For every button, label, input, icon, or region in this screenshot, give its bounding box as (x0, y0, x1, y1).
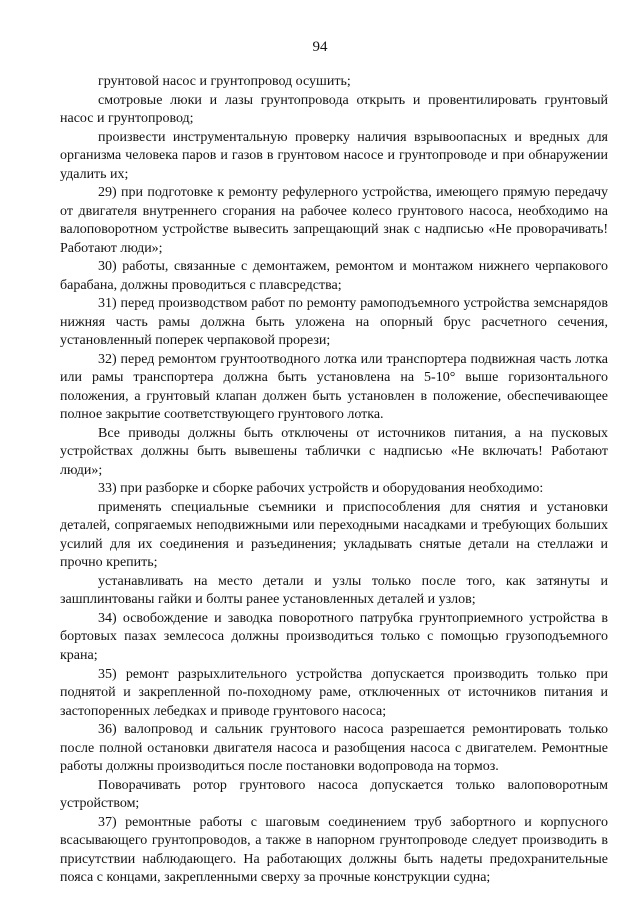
document-text (60, 73, 608, 888)
paragraph-6: 31) перед производством работ по ремонту рамоподъемного устройства земснарядов нижняя часть рамы должна быть уложена на опорный брус расчетного сечения, установленный поперек черпаковой прорези; (60, 296, 608, 349)
paragraph-14: 36) валопровод и сальник грунтового насоса разрешается ремонтировать только после полной остановки двигателя насоса и разобщения насоса с двигателем. Ремонтные работы должны производиться после постановки водопровода на тормоз. (60, 722, 608, 775)
paragraph-12: 34) освобождение и заводка поворотного патрубка грунтоприемного устройства в бортовых пазах землесоса должны производиться только с помощью грузоподъемного крана; (60, 610, 608, 663)
paragraph-16: 37) ремонтные работы с шаговым соединением труб забортного и корпусного всасывающего грунтопроводов, а также в напорном грунтопроводе следует производить в присутствии наблюдающего. На работающих должны быть надеты предохранительные пояса с концами, закрепленными сверху за прочные конструкции судна; (60, 814, 608, 886)
paragraph-13: 35) ремонт разрыхлительного устройства допускается производить только при поднятой и закрепленной по-походному раме, отключенных от источников питания и застопоренных лебедках и приводе грунтового насоса; (60, 666, 608, 719)
paragraph-5: 30) работы, связанные с демонтажем, ремонтом и монтажом нижнего черпакового барабана, должны проводиться с плавсредства; (60, 259, 608, 293)
paragraph-4: 29) при подготовке к ремонту рефулерного устройства, имеющего прямую передачу от двигателя внутреннего сгорания на рабочее колесо грунтового насоса, необходимо на валоповоротном устройстве вывесить запрещающий знак с надписью «Не проворачивать! Работают люди»; (60, 185, 608, 256)
paragraph-3: произвести инструментальную проверку наличия взрывоопасных и вредных для организма человека паров и газов в грунтовом насосе и грунтопроводе и при обнаружении удалить их; (60, 129, 608, 182)
paragraph-1: грунтовой насос и грунтопровод осушить; (98, 74, 351, 89)
paragraph-9: 33) при разборке и сборке рабочих устройств и оборудования необходимо: (98, 481, 544, 497)
page-number: 94 (312, 39, 328, 55)
paragraph-8: Все приводы должны быть отключены от источников питания, а на пусковых устройствах должны быть вывешены таблички с надписью «Не включать! Работают люди»; (60, 425, 608, 478)
paragraph-11: устанавливать на место детали и узлы только после того, как затянуты и зашплинтованы гайки и болты ранее установленных деталей и узлов; (60, 573, 608, 608)
paragraph-15: Поворачивать ротор грунтового насоса допускается только валоповоротным устройством; (60, 777, 608, 812)
paragraph-2: смотровые люки и лазы грунтопровода открыть и провентилировать грунтовый насос и грунтопровод; (60, 92, 608, 127)
paragraph-7: 32) перед ремонтом грунтоотводного лотка или транспортера подвижная часть лотка или рамы транспортера должна быть установлена на 5-10° выше горизонтального положения, а грунтовый клапан должен быть установлен в положение, обеспечивающее полное закрытие соответствующего грунтового лотка. (60, 351, 608, 423)
paragraph-10: применять специальные съемники и приспособления для снятия и установки деталей, сопрягаемых неподвижными или переходными насадками и требующих больших усилий для их соединения и разъединения; укладывать снятые детали на стеллажи и прочно крепить; (60, 499, 608, 571)
